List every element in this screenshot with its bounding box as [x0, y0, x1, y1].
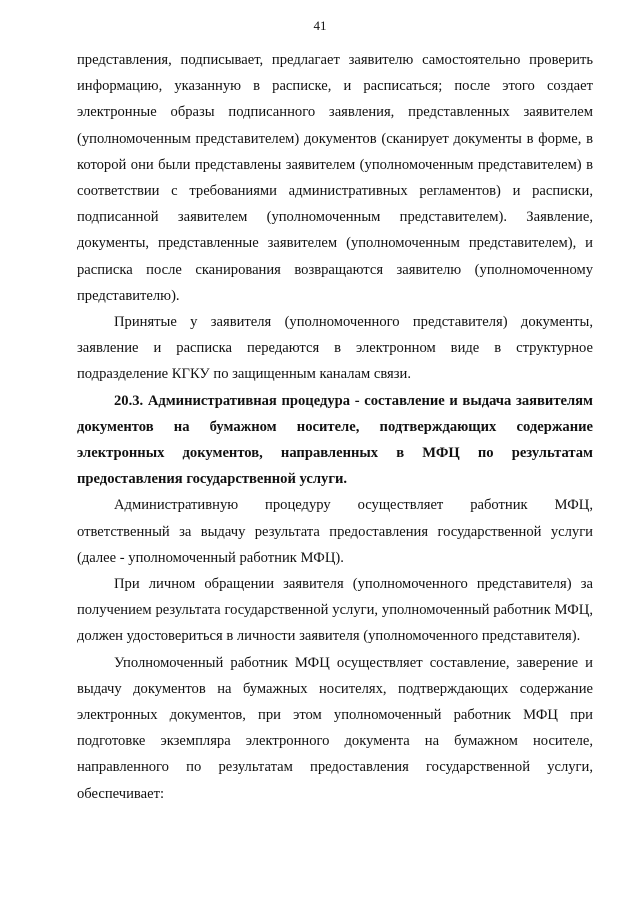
paragraph-continuation: представления, подписывает, предлагает заявителю самостоятельно проверить информацию, указанную в расписке, и расписаться; после этого создает электронные образы подписанного заявления, представленных заявителем (уполномоченным представителем) документов (сканирует документы в форме, в которой они были представлены заявителем (уполномоченным представителем) в соответствии с требованиями административных регламентов) и расписки, подписанной заявителем (уполномоченным представителем). Заявление, документы, представленные заявителем (уполномоченным представителем), и расписка после сканирования возвращаются заявителю (уполномоченному представителю). [77, 52, 593, 304]
section-heading-20-3: 20.3. Административная процедура - составление и выдача заявителям документов на бумажном носителе, подтверждающих содержание электронных документов, направленных в МФЦ по результатам предоставления государственной услуги. [77, 392, 593, 488]
paragraph-worker-ensures: Уполномоченный работник МФЦ осуществляет составление, заверение и выдачу документов на бумажных носителях, подтверждающих содержание электронных документов, при этом уполномоченный работник МФЦ при подготовке экземпляра электронного документа на бумажном носителе, направленного по результатам предоставления государственной услуги, обеспечивает: [77, 654, 593, 802]
paragraph-responsible-worker: Административную процедуру осуществляет работник МФЦ, ответственный за выдачу результата предоставления государственной услуги (далее - уполномоченный работник МФЦ). [77, 497, 593, 566]
page-number: 41 [313, 18, 327, 33]
document-body [77, 47, 593, 807]
paragraph-documents-transfer: Принятые у заявителя (уполномоченного представителя) документы, заявление и расписка передаются в электронном виде в структурное подразделение КГКУ по защищенным каналам связи. [77, 314, 593, 383]
paragraph-personal-visit: При личном обращении заявителя (уполномоченного представителя) за получением результата государственной услуги, уполномоченный работник МФЦ, должен удостовериться в личности заявителя (уполномоченного представителя). [77, 576, 593, 645]
